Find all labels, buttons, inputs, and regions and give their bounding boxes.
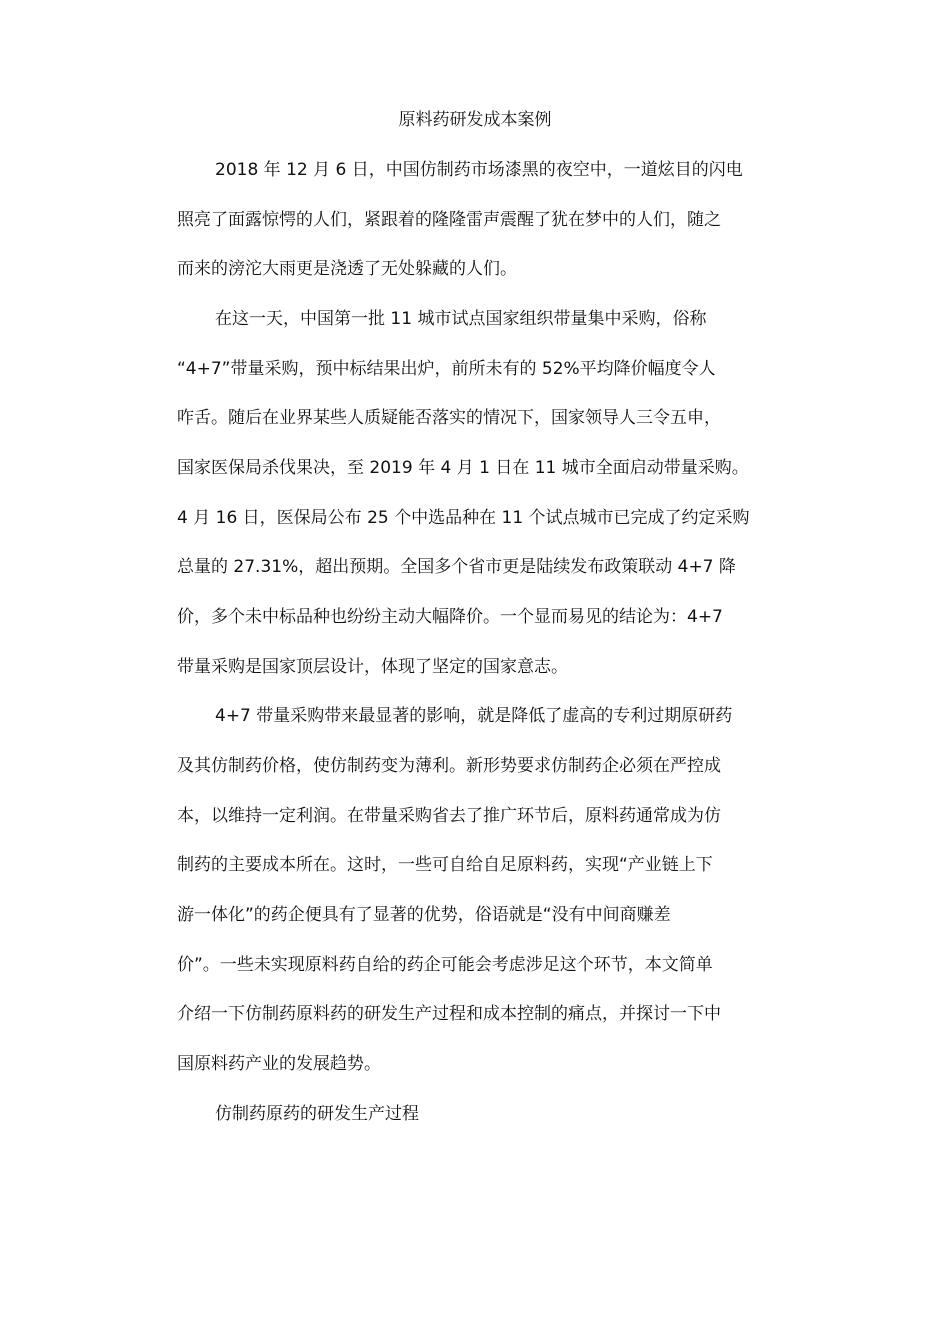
paragraph-line: 2018 年 12 月 6 日，中国仿制药市场漆黑的夜空中，一道炫目的闪电 (215, 160, 743, 180)
paragraph-line: 介绍一下仿制药原料药的研发生产过程和成本控制的痛点，并探讨一下中 (177, 1004, 721, 1024)
paragraph-line: 总量的 27.31%，超出预期。全国多个省市更是陆续发布政策联动 4+7 降 (177, 557, 736, 577)
document-title: 原料药研发成本案例 (398, 110, 552, 130)
paragraph-line: 而来的滂沱大雨更是浇透了无处躲藏的人们。 (177, 259, 517, 279)
paragraph-line: 制药的主要成本所在。这时，一些可自给自足原料药，实现“产业链上下 (177, 855, 713, 875)
paragraph-line: “4+7”带量采购，预中标结果出炉，前所未有的 52%平均降价幅度令人 (177, 359, 716, 379)
paragraph-line: 照亮了面露惊愕的人们，紧跟着的隆隆雷声震醒了犹在梦中的人们，随之 (177, 210, 721, 230)
paragraph-line: 价”。一些未实现原料药自给的药企可能会考虑涉足这个环节，本文简单 (177, 955, 713, 975)
paragraph-line: 带量采购是国家顶层设计，体现了坚定的国家意志。 (177, 657, 568, 677)
paragraph-line: 游一体化”的药企便具有了显著的优势，俗语就是“没有中间商赚差 (177, 905, 671, 925)
paragraph-line: 及其仿制药价格，使仿制药变为薄利。新形势要求仿制药企必须在严控成 (177, 756, 721, 776)
paragraph-line: 4 月 16 日，医保局公布 25 个中选品种在 11 个试点城市已完成了约定采购 (177, 508, 750, 528)
paragraph-line: 国原料药产业的发展趋势。 (177, 1054, 381, 1074)
section-heading: 仿制药原药的研发生产过程 (215, 1104, 419, 1124)
paragraph-line: 4+7 带量采购带来最显著的影响，就是降低了虚高的专利过期原研药 (215, 706, 733, 726)
paragraph-line: 国家医保局杀伐果决，至 2019 年 4 月 1 日在 11 城市全面启动带量采购。 (177, 458, 749, 478)
paragraph-line: 在这一天，中国第一批 11 城市试点国家组织带量集中采购，俗称 (215, 309, 707, 329)
paragraph-line: 咋舌。随后在业界某些人质疑能否落实的情况下，国家领导人三令五申， (177, 408, 721, 428)
paragraph-line: 价，多个未中标品种也纷纷主动大幅降价。一个显而易见的结论为：4+7 (177, 607, 723, 627)
paragraph-line: 本，以维持一定利润。在带量采购省去了推广环节后，原料药通常成为仿 (177, 806, 721, 826)
